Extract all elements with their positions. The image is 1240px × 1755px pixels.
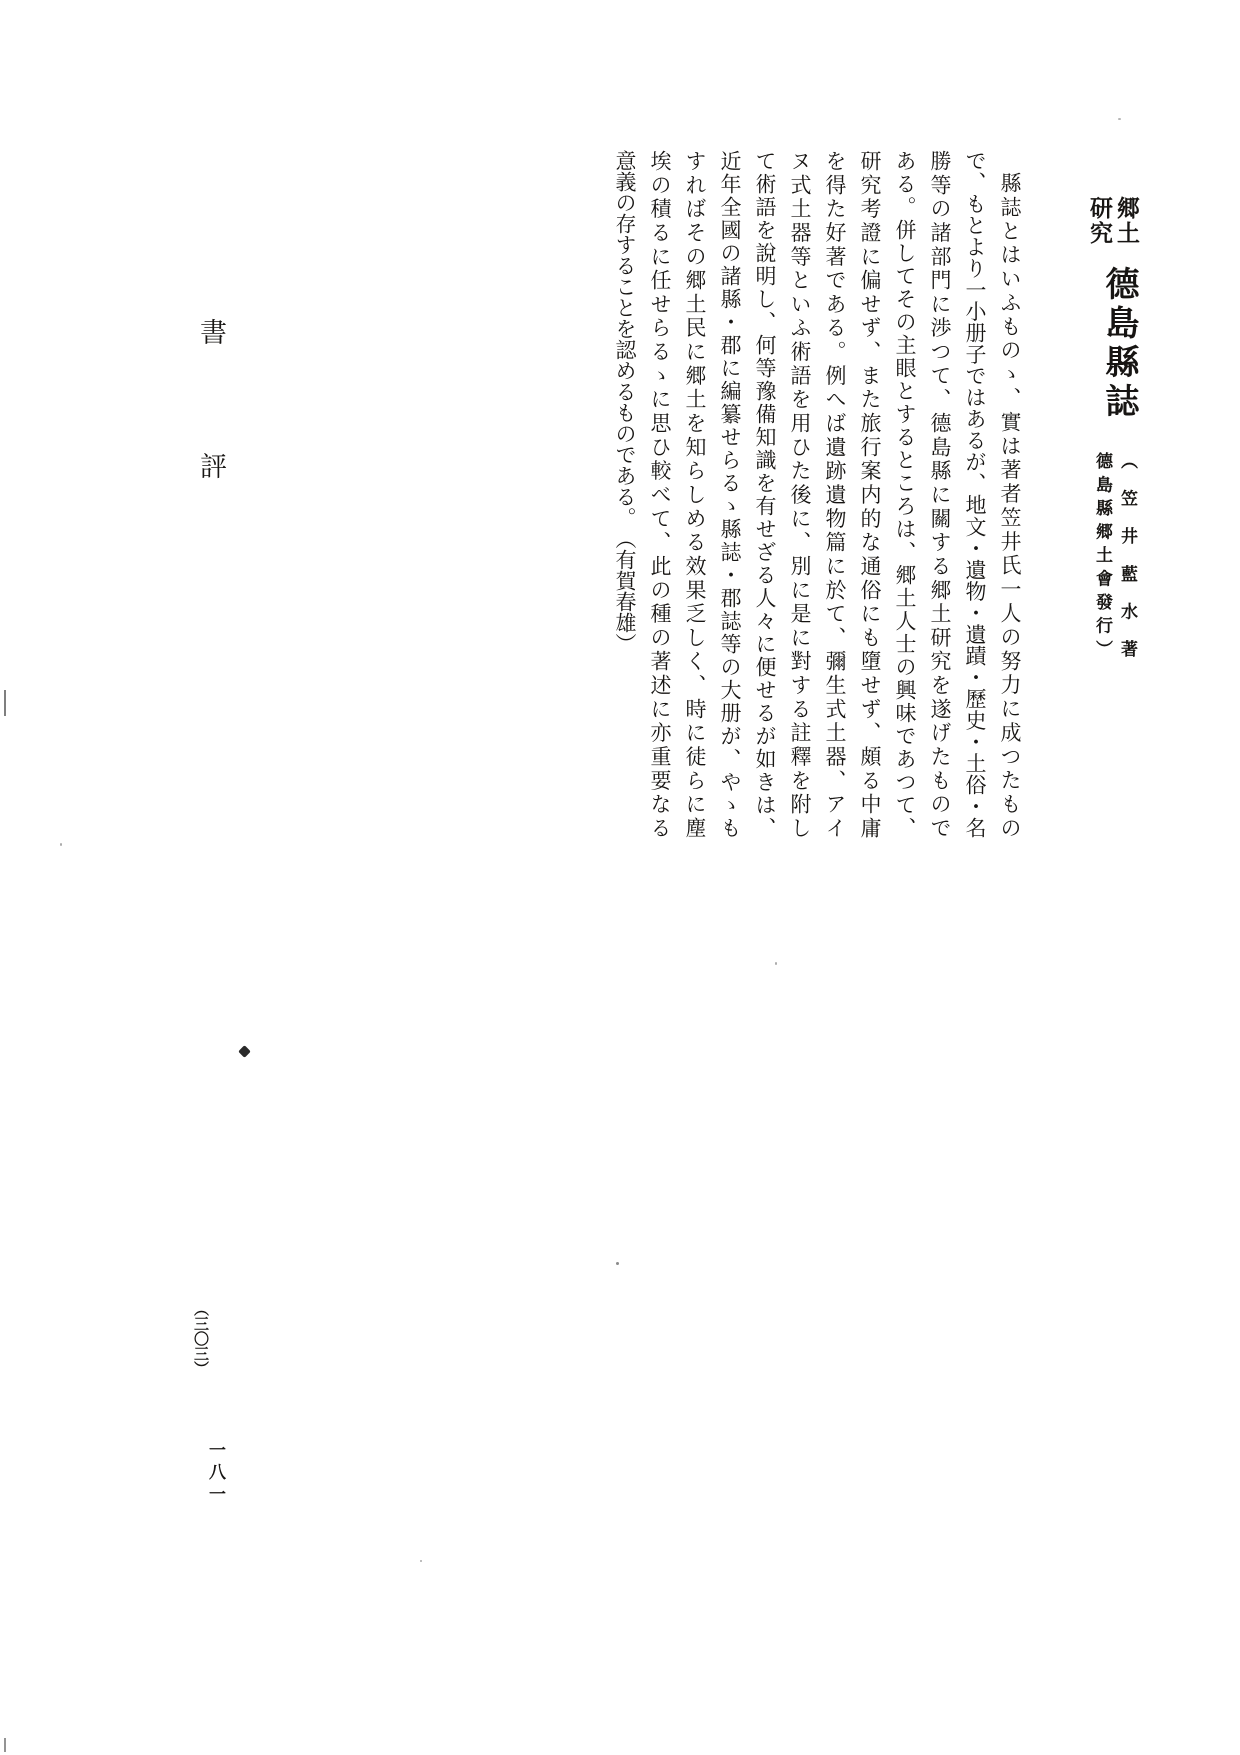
body-column: ヌ式土器等といふ術語を用ひた後に、別に是に對する註釋を附し — [788, 150, 812, 838]
body-column: を得た好著である。例へば遺跡遺物篇に於て、彌生式土器、アイ — [823, 150, 847, 838]
review-title-kicker — [1086, 196, 1140, 260]
body-column: ある。併してその主眼とするところは、郷土人士の興味であつて、 — [893, 150, 917, 838]
body-column: すればその郷土民に郷土を知らしめる效果乏しく、時に徒らに塵 — [683, 150, 707, 838]
caption-author: ︵笠井藍水著 — [1118, 452, 1137, 657]
caption-publisher: 德島縣郷土會發行︶ — [1093, 452, 1112, 657]
folio-volume-page: ︵三〇三︶ — [192, 1301, 208, 1376]
scan-speck — [775, 962, 777, 965]
review-title-caption — [1090, 452, 1140, 657]
section-header-char: 書 — [196, 318, 226, 347]
body-column: 研究考證に偏せず、また旅行案内的な通俗にも墮せず、頗る中庸 — [858, 150, 882, 838]
scan-edge-mark — [4, 690, 6, 716]
scan-speck — [238, 1045, 251, 1058]
section-header-shohyo — [192, 318, 231, 481]
kicker-line: 研究 — [1087, 196, 1112, 246]
scan-speck — [616, 1262, 619, 1265]
review-book-title: 德島縣誌 — [1100, 266, 1137, 422]
section-header-char: 評 — [196, 451, 226, 481]
scan-speck — [1118, 118, 1121, 120]
review-body-text — [607, 150, 1027, 838]
body-column: で、もとより一小册子ではあるが、地文・遺物・遺蹟・歷史・土俗・名 — [963, 150, 987, 838]
body-column: 縣誌とはいふものゝ、實は著者笠井氏一人の努力に成つたもの — [998, 172, 1022, 838]
scan-speck — [60, 843, 62, 846]
body-column: 近年全國の諸縣・郡に編纂せらるゝ縣誌・郡誌等の大册が、やゝも — [718, 150, 742, 838]
body-column: て術語を說明し、何等豫備知識を有せざる人々に便せるが如きは、 — [753, 150, 777, 838]
scan-speck — [420, 1560, 422, 1562]
body-column: 意義の存することを認めるものである。︵有賀春雄︶ — [613, 150, 637, 654]
folio-page-number: 一八一 — [206, 1441, 225, 1507]
scan-edge-mark — [4, 1738, 6, 1752]
body-column: 勝等の諸部門に渉つて、德島縣に關する郷土研究を遂げたもので — [928, 150, 952, 838]
body-column: 埃の積るに任せらるゝに思ひ較べて、此の種の著述に亦重要なる — [648, 150, 672, 838]
kicker-line: 郷土 — [1114, 196, 1139, 246]
